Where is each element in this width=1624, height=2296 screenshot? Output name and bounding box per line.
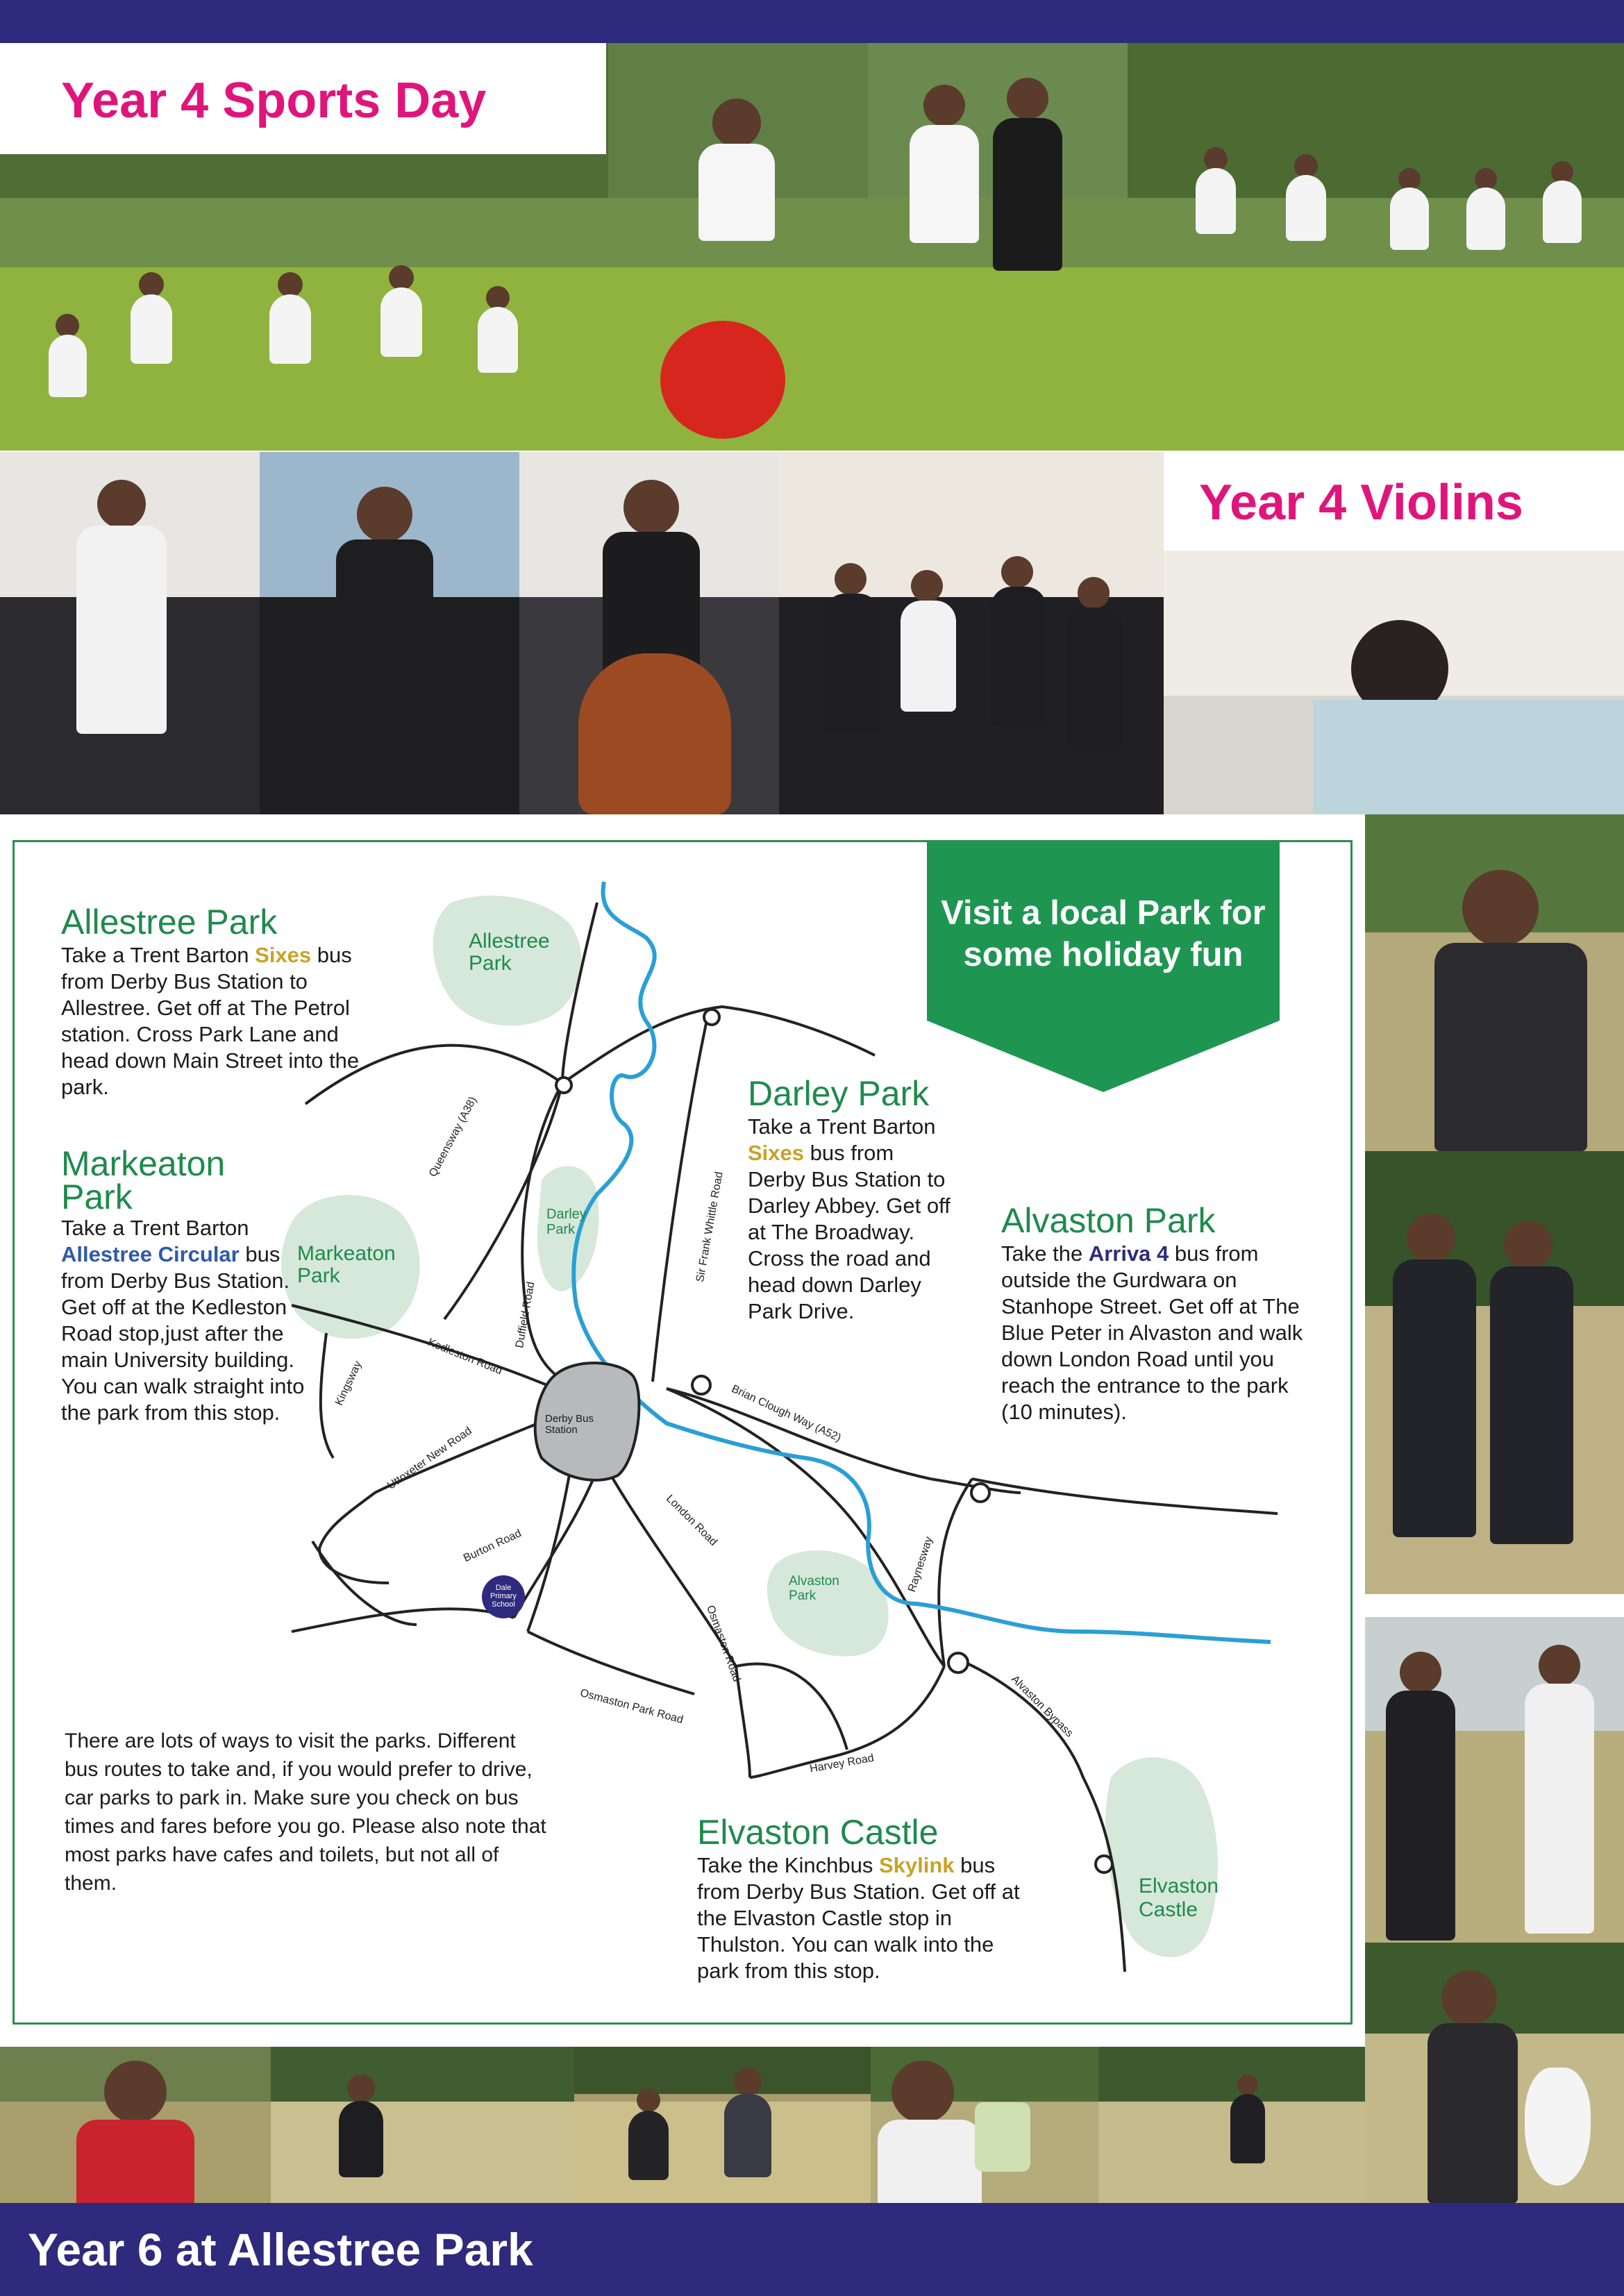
road-burton: Burton Road: [462, 1527, 524, 1565]
park-darley-heading: Darley Park: [748, 1074, 930, 1113]
road-sir-frank: Sir Frank Whittle Road: [694, 1171, 726, 1283]
map-label-allestree: Allestree Park: [469, 930, 550, 975]
park-darley: [748, 1076, 956, 1325]
road-kedleston: Kedleston Road: [426, 1336, 504, 1377]
road-london: London Road: [663, 1493, 719, 1548]
road-raynesway: Raynesway: [906, 1535, 935, 1594]
road-osmaston: Osmaston Road: [704, 1604, 743, 1684]
map-label-elvaston: Elvaston Castle: [1139, 1875, 1219, 1921]
map-label-markeaton: Markeaton Park: [297, 1242, 396, 1287]
road-brian-clough: Brian Clough Way (A52): [729, 1383, 843, 1445]
road-kingsway: Kingsway: [333, 1359, 365, 1408]
road-uttoxeter: Uttoxeter New Road: [385, 1425, 474, 1492]
sports-day-title: Year 4 Sports Day: [61, 73, 487, 128]
map-label-darley: Darley Park: [546, 1207, 587, 1237]
park-markeaton-heading: Markeaton Park: [61, 1144, 226, 1216]
park-alvaston-text: Take the Arriva 4 bus from outside the Gurdwara on Stanhope Street. Get off at The Blue Peter in Alvaston and walk down London Road until you reach the entrance to the park (10 minutes).: [1001, 1241, 1303, 1424]
park-alvaston-heading: Alvaston Park: [1001, 1201, 1216, 1240]
map-label-station: Derby Bus Station: [545, 1413, 594, 1436]
park-elvaston-text: Take the Kinchbus Skylink bus from Derby Bus Station. Get off at the Elvaston Castle stop in Thulston. You can walk into the park from this stop.: [697, 1853, 1020, 1983]
map-label-school: Dale Primary School: [490, 1584, 517, 1609]
intro-text: There are lots of ways to visit the parks. Different bus routes to take and, if you would prefer to drive, car parks to park in. Make sure you check on bus times and fares before you go. Please also note that most parks have cafes and toilets, but not all of them.: [65, 1729, 546, 1895]
road-osmaston-park: Osmaston Park Road: [578, 1687, 685, 1727]
footer-title: Year 6 at Allestree Park: [28, 2224, 533, 2275]
park-markeaton: [61, 1144, 321, 1426]
banner-text: Visit a local Park for some holiday fun: [941, 894, 1266, 973]
road-duffield: Duffield Road: [514, 1280, 537, 1349]
park-elvaston-heading: Elvaston Castle: [697, 1813, 939, 1852]
park-allestree: [61, 905, 380, 1100]
park-elvaston: [697, 1815, 1030, 1984]
park-darley-text: Take a Trent Barton Sixes bus from Derby Bus Station to Darley Abbey. Get off at The Broadway. Cross the road and head down Darley Park Drive.: [748, 1114, 951, 1323]
park-allestree-heading: Allestree Park: [61, 903, 278, 941]
violins-title: Year 4 Violins: [1199, 475, 1523, 530]
road-alvaston-bypass: Alvaston Bypass: [1008, 1673, 1075, 1740]
map-label-alvaston: Alvaston Park: [789, 1574, 839, 1603]
road-harvey: Harvey Road: [809, 1752, 875, 1775]
park-allestree-text: Take a Trent Barton Sixes bus from Derby Bus Station to Allestree. Get off at The Petrol station. Cross Park Lane and head down Main Street into the park.: [61, 943, 360, 1099]
park-markeaton-text: Take a Trent Barton Allestree Circular bus from Derby Bus Station. Get off at the Kedleston Road stop,just after the main University building. You can walk straight into the park from this stop.: [61, 1216, 305, 1425]
road-queensway: Queensway (A38): [427, 1094, 480, 1179]
park-alvaston: [1001, 1203, 1307, 1425]
